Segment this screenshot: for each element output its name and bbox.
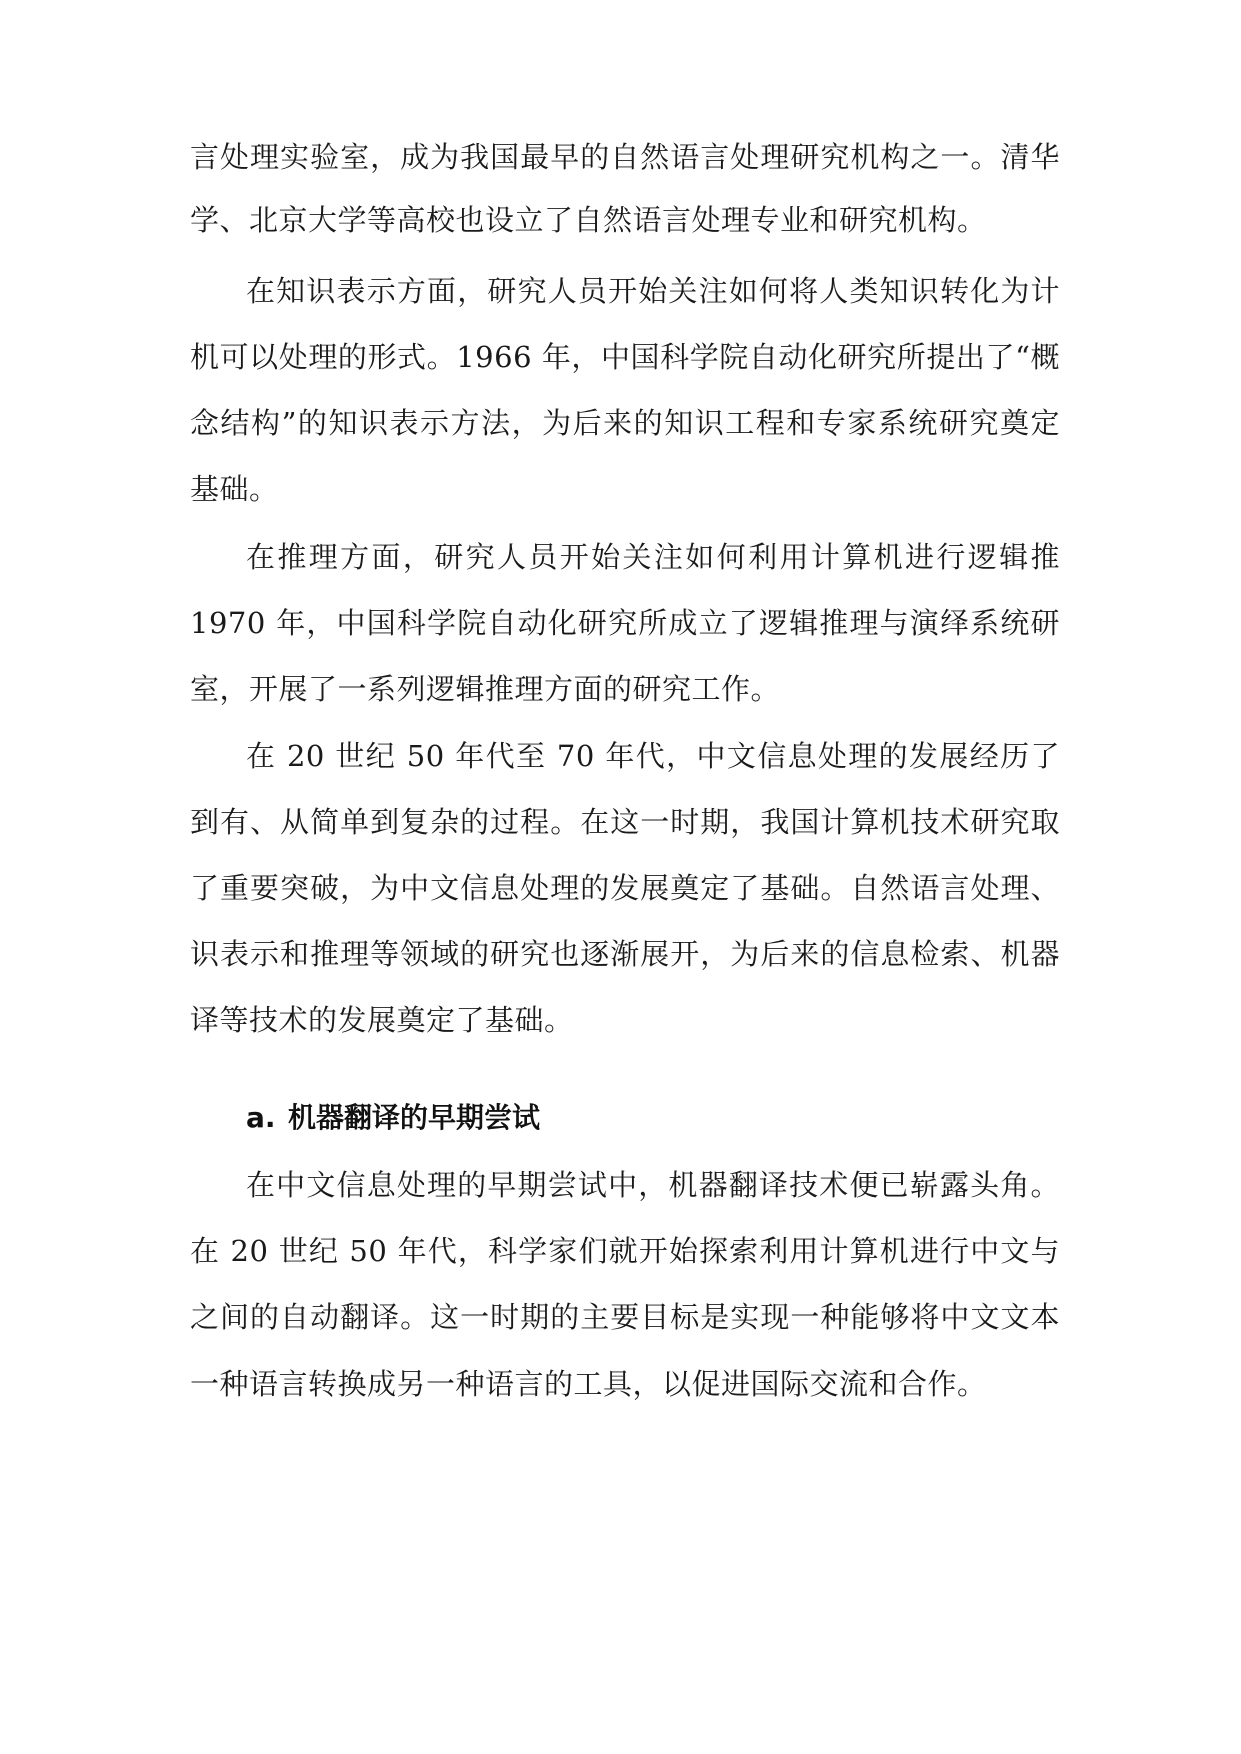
paragraph-line: 译等技术的发展奠定了基础。 (190, 1003, 574, 1037)
paragraph-line: 机可以处理的形式。1966 年，中国科学院自动化研究所提出了“概 (190, 340, 1060, 374)
section-title: 机器翻译的早期尝试 (288, 1101, 541, 1134)
section-marker: a. (246, 1101, 276, 1134)
paragraph-line: 到有、从简单到复杂的过程。在这一时期，我国计算机技术研究取 (190, 805, 1060, 839)
paragraph-line: 在知识表示方面，研究人员开始关注如何将人类知识转化为计 (246, 274, 1060, 308)
paragraph-line: 在 20 世纪 50 年代，科学家们就开始探索利用计算机进行中文与 (190, 1234, 1060, 1268)
paragraph-line: 言处理实验室，成为我国最早的自然语言处理研究机构之一。清华 (190, 140, 1060, 174)
paragraph-line: 之间的自动翻译。这一时期的主要目标是实现一种能够将中文文本 (190, 1300, 1060, 1334)
paragraph-line: 室，开展了一系列逻辑推理方面的研究工作。 (190, 672, 781, 706)
paragraph-line: 1970 年，中国科学院自动化研究所成立了逻辑推理与演绎系统研 (190, 606, 1060, 640)
paragraph-line: 学、北京大学等高校也设立了自然语言处理专业和研究机构。 (190, 203, 987, 237)
paragraph-line: 识表示和推理等领域的研究也逐渐展开，为后来的信息检索、机器 (190, 937, 1060, 971)
paragraph-line: 在推理方面，研究人员开始关注如何利用计算机进行逻辑推 (246, 540, 1060, 574)
paragraph-line: 了重要突破，为中文信息处理的发展奠定了基础。自然语言处理、 (190, 871, 1060, 905)
paragraph-line: 在 20 世纪 50 年代至 70 年代，中文信息处理的发展经历了 (246, 739, 1060, 773)
paragraph-line: 基础。 (190, 472, 279, 506)
paragraph-line: 一种语言转换成另一种语言的工具，以促进国际交流和合作。 (190, 1367, 987, 1401)
paragraph-line: 在中文信息处理的早期尝试中，机器翻译技术便已崭露头角。 (246, 1168, 1060, 1202)
section-heading (246, 1098, 540, 1138)
paragraph-line: 念结构”的知识表示方法，为后来的知识工程和专家系统研究奠定 (190, 406, 1060, 440)
